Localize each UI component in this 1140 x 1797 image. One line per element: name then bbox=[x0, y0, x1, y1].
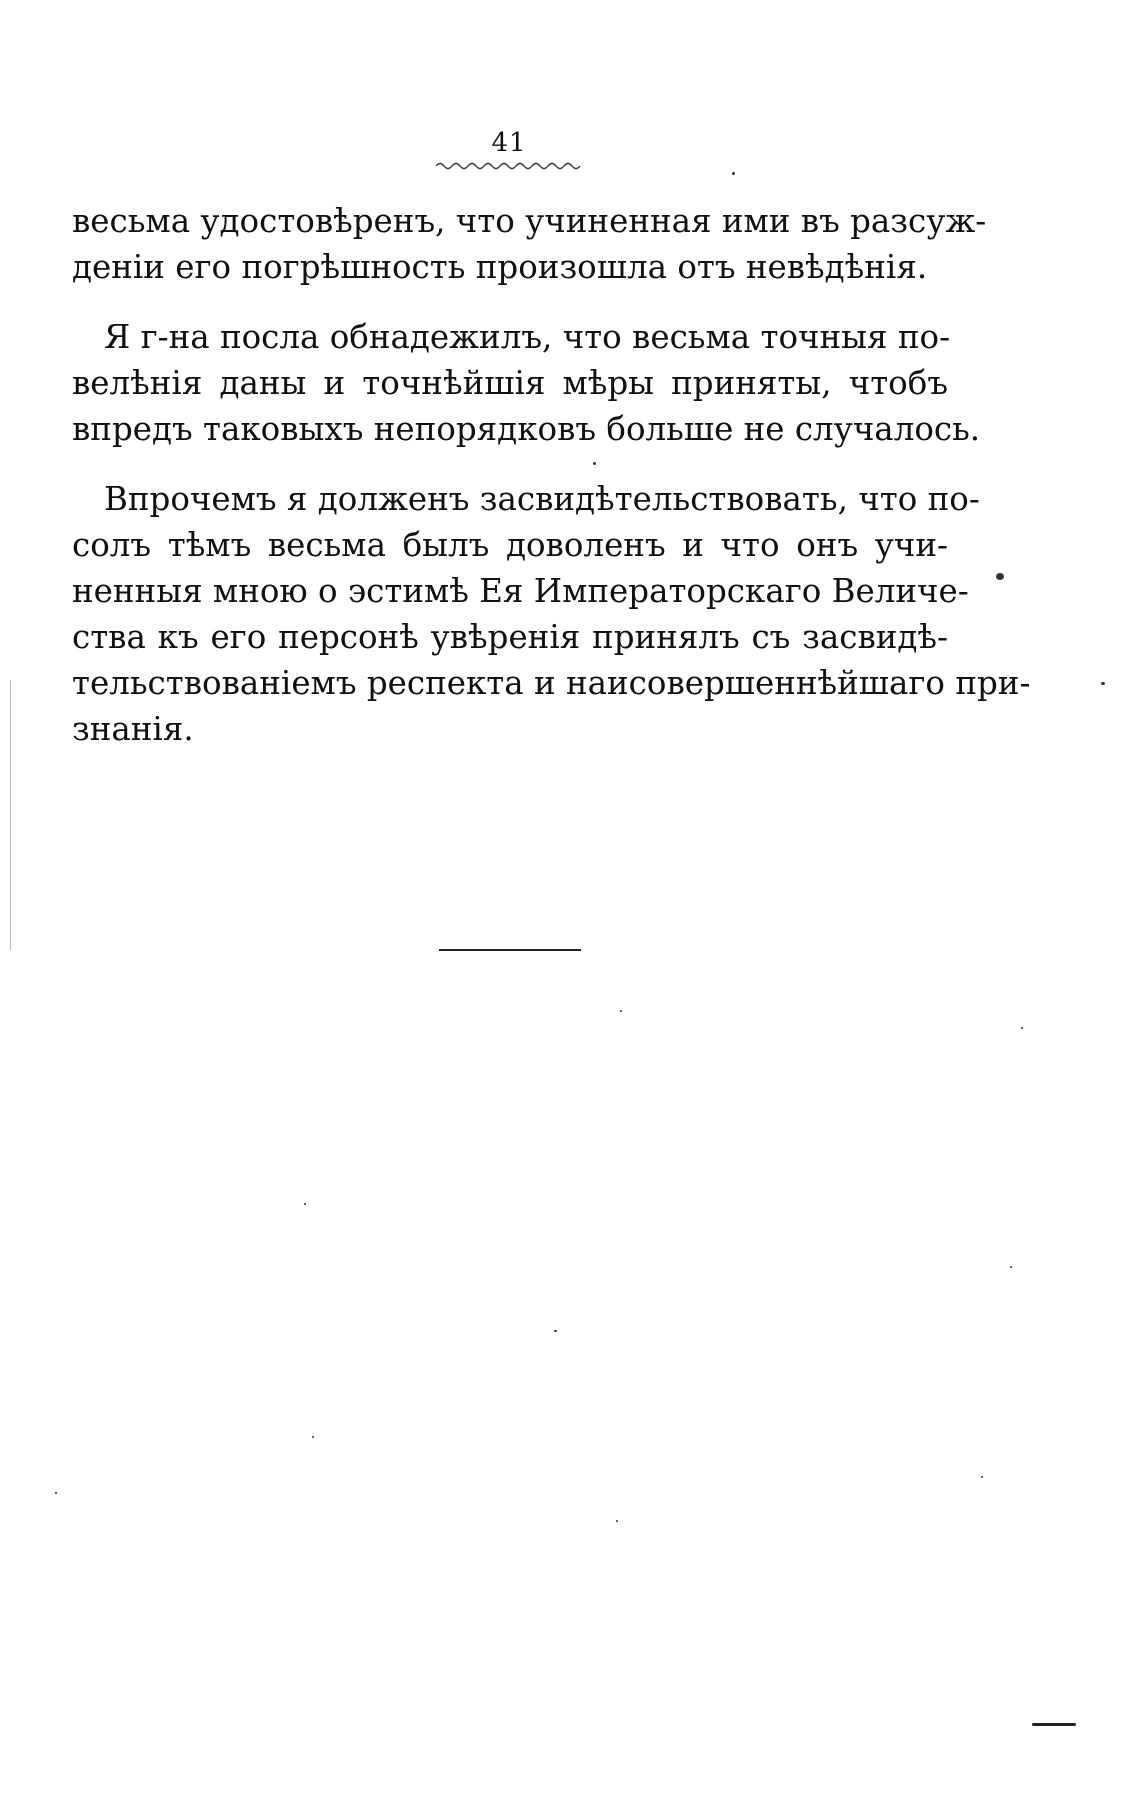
scan-speck bbox=[1010, 1266, 1012, 1268]
text-line: Впрочемъ я долженъ засвидѣтельствовать, что по- bbox=[104, 480, 980, 518]
scan-speck bbox=[732, 172, 735, 175]
paragraph-1 bbox=[72, 198, 987, 290]
text-line: солъ тѣмъ весьма былъ доволенъ и что онъ учи- bbox=[72, 526, 948, 564]
scan-speck bbox=[616, 1520, 618, 1522]
scan-speck bbox=[304, 1203, 306, 1205]
text-line: Я г-на посла обнадежилъ, что весьма точныя по- bbox=[104, 318, 951, 356]
text-line: тельствованіемъ респекта и наисовершеннѣйшаго при- bbox=[72, 664, 1031, 702]
scan-speck bbox=[996, 573, 1004, 580]
text-line: впредъ таковыхъ непорядковъ больше не случалось. bbox=[72, 410, 981, 448]
paragraph-3 bbox=[72, 476, 1031, 752]
text-line: знанія. bbox=[72, 710, 194, 748]
scan-dash-mark bbox=[1032, 1723, 1076, 1726]
text-line: весьма удостовѣренъ, что учиненная ими въ разсуж- bbox=[72, 202, 987, 240]
text-line: ства къ его персонѣ увѣренія принялъ съ засвидѣ- bbox=[72, 618, 948, 656]
text-line: деніи его погрѣшность произошла отъ невѣдѣнія. bbox=[72, 248, 928, 286]
scan-speck bbox=[593, 462, 596, 465]
scan-speck bbox=[312, 1436, 314, 1438]
body-text bbox=[72, 198, 1031, 776]
scan-margin-line bbox=[10, 680, 11, 950]
section-rule bbox=[439, 949, 581, 951]
scan-speck bbox=[620, 1010, 622, 1012]
text-line: велѣнія даны и точнѣйшія мѣры приняты, чтобъ bbox=[72, 364, 948, 402]
scan-speck bbox=[1021, 1027, 1023, 1029]
scan-speck bbox=[55, 1492, 57, 1494]
page-number: 41 bbox=[491, 128, 527, 158]
scan-speck bbox=[981, 1476, 983, 1478]
wavy-ornament bbox=[436, 160, 582, 172]
paragraph-2 bbox=[72, 314, 981, 452]
scan-speck bbox=[1101, 682, 1105, 685]
text-line: ненныя мною о эстимѣ Ея Императорскаго Величе- bbox=[72, 572, 969, 610]
scan-speck bbox=[554, 1330, 557, 1332]
